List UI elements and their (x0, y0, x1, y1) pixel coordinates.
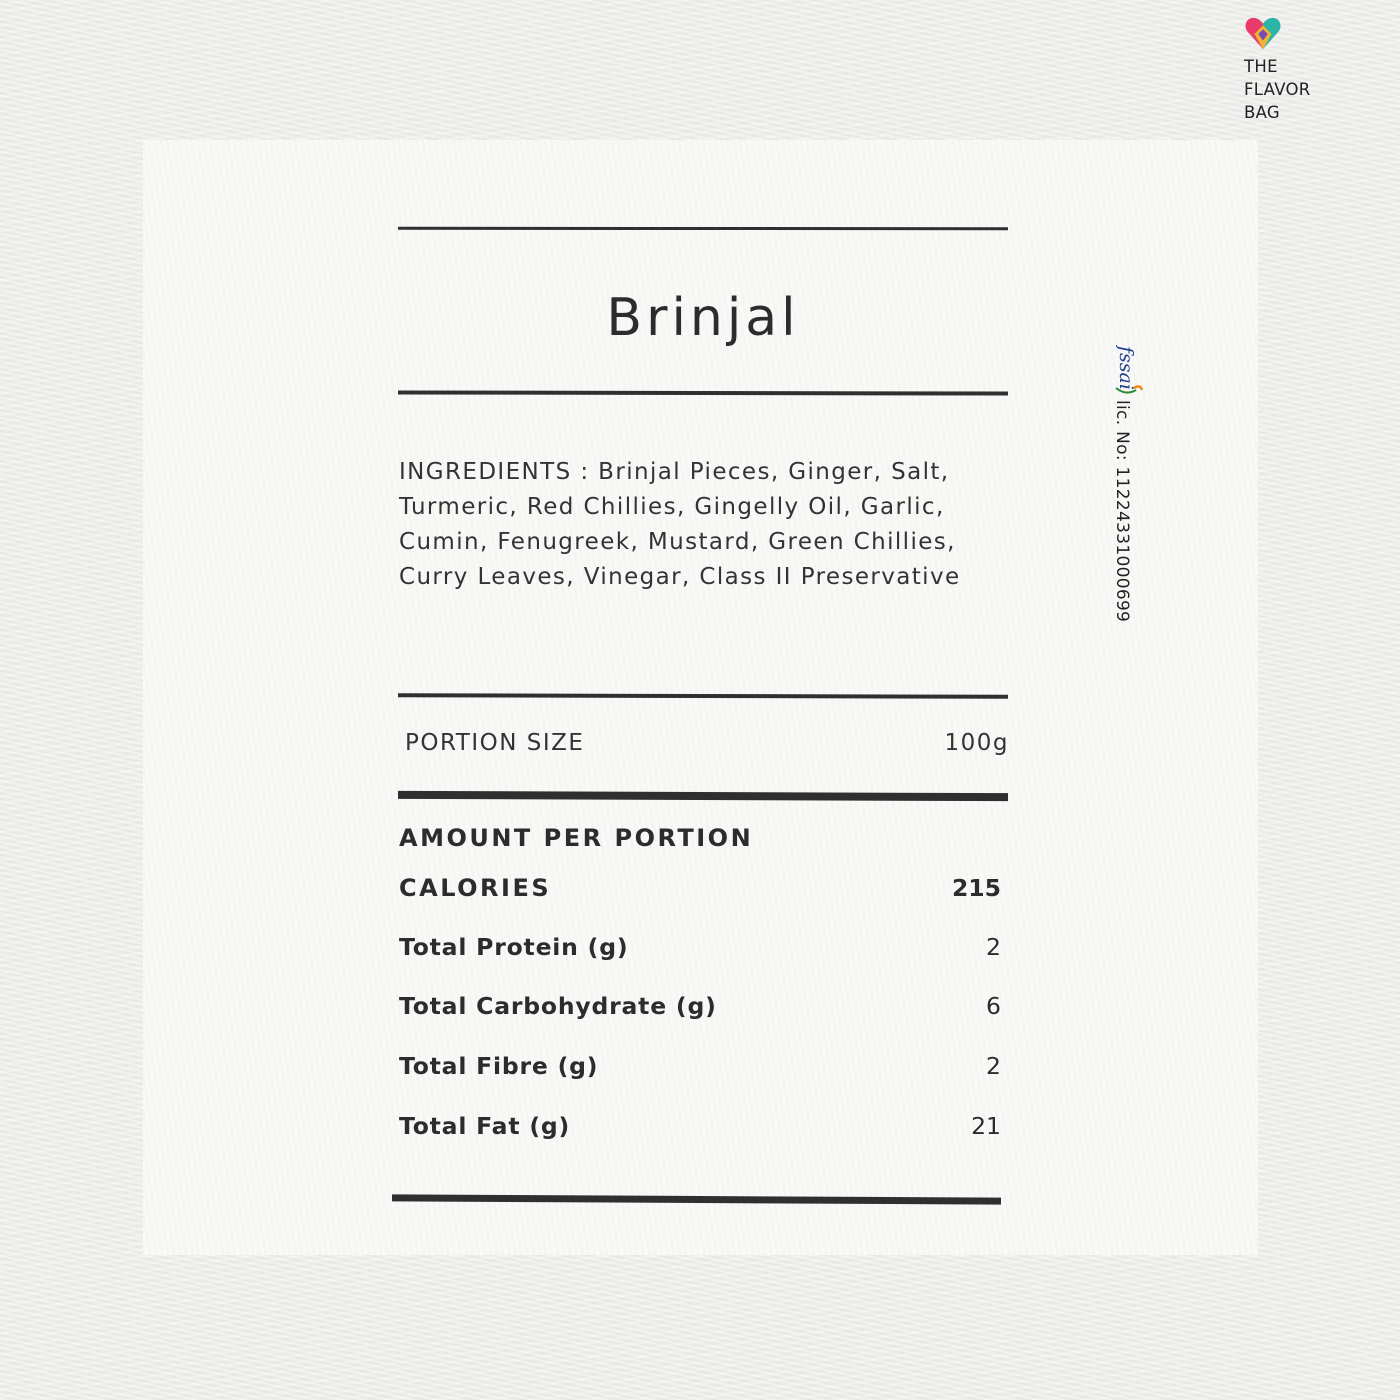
nutrient-label: Total Protein (g) (399, 933, 629, 961)
calories-label: CALORIES (399, 874, 552, 902)
portion-label: PORTION SIZE (405, 730, 585, 756)
brand-name: THE FLAVOR BAG (1244, 57, 1311, 122)
nutrient-row (399, 933, 1001, 961)
calories-row (399, 874, 1001, 902)
fssai-block (1112, 344, 1144, 623)
fssai-logo-icon (1112, 344, 1146, 400)
fssai-license-number: lic. No: 11224331000699 (1112, 400, 1132, 623)
brand-block (1244, 15, 1334, 124)
heart-logo-icon (1244, 15, 1282, 51)
nutrient-row (399, 1052, 1001, 1080)
amount-heading: AMOUNT PER PORTION (399, 824, 754, 852)
nutrient-row (399, 992, 1001, 1020)
product-title: Brinjal (606, 288, 800, 348)
top-rule (398, 227, 1008, 231)
nutrient-label: Total Fibre (g) (399, 1052, 599, 1080)
nutrient-row (399, 1112, 1001, 1140)
portion-row (405, 730, 1009, 756)
calories-value: 215 (951, 874, 1001, 902)
nutrient-value: 21 (971, 1112, 1001, 1140)
nutrient-label: Total Carbohydrate (g) (399, 992, 717, 1020)
nutrient-value: 2 (986, 933, 1001, 961)
ingredients-text: INGREDIENTS : Brinjal Pieces, Ginger, Salt, Turmeric, Red Chillies, Gingelly Oil, Garlic, Cumin, Fenugreek, Mustard, Green Chillies, Curry Leaves, Vinegar, Class II Preservative (399, 459, 961, 590)
nutrient-value: 2 (986, 1052, 1001, 1080)
nutrient-value: 6 (986, 992, 1001, 1020)
svg-text:fssai: fssai (1115, 346, 1137, 390)
portion-value: 100g (944, 730, 1009, 756)
nutrient-label: Total Fat (g) (399, 1112, 571, 1140)
